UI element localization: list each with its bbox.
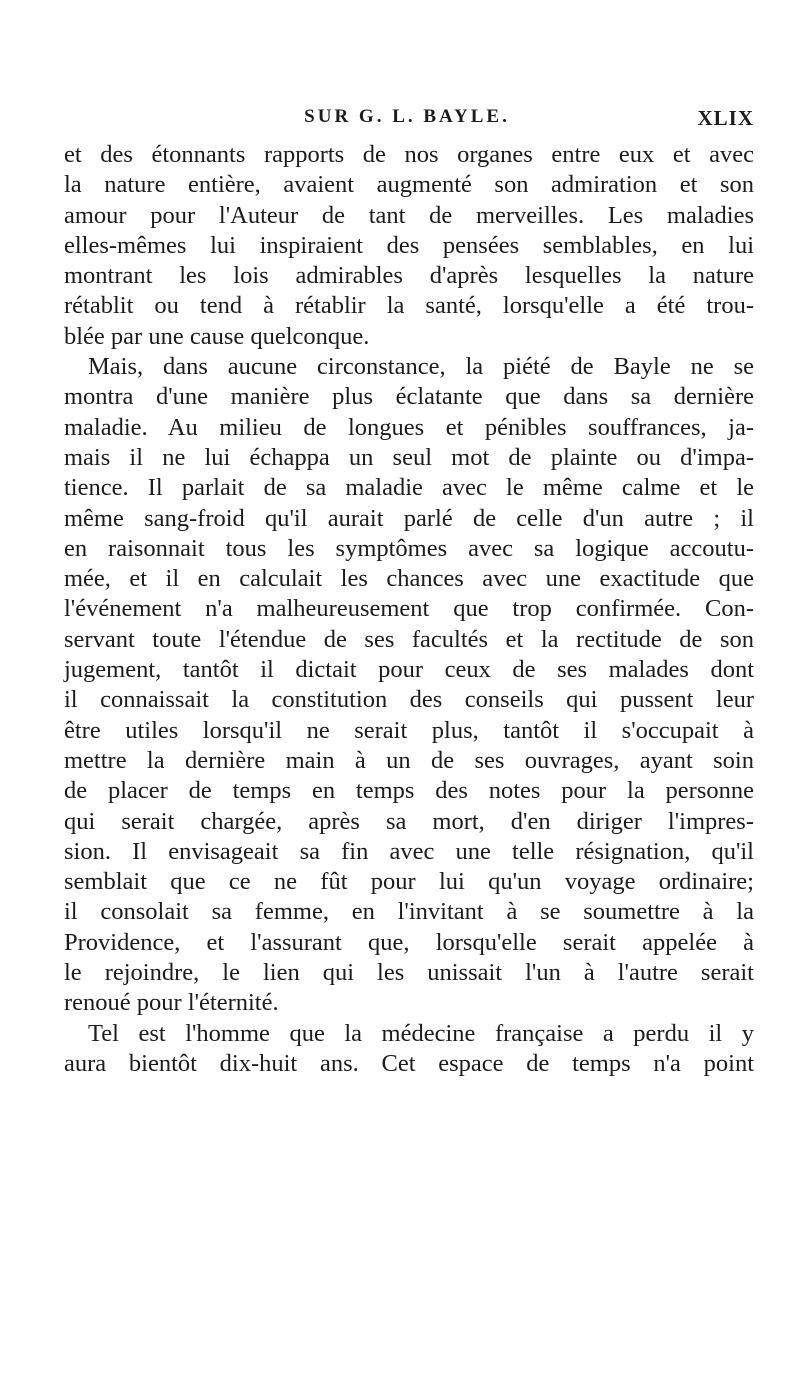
text-line: le rejoindre, le lien qui les unissait l'un à l'autre serait [64,959,754,987]
text-line: elles-mêmes lui inspiraient des pensées semblables, en lui [64,231,754,259]
text-line: mais il ne lui échappa un seul mot de plainte ou d'impa- [64,443,754,471]
text-line: Tel est l'homme que la médecine française a perdu il y [88,1019,754,1047]
text-line: et des étonnants rapports de nos organes entre eux et avec [64,141,754,168]
text-line: Providence, et l'assurant que, lorsqu'elle serait appelée à [64,928,754,956]
text-line: en raisonnait tous les symptômes avec sa logique accoutu- [64,534,754,562]
text-line: de placer de temps en temps des notes pour la personne [64,777,754,805]
text-line: l'événement n'a malheureusement que trop confirmée. Con- [64,595,754,623]
body-text [64,140,754,1079]
text-line: montra d'une manière plus éclatante que dans sa dernière [64,383,754,411]
text-line: semblait que ce ne fût pour lui qu'un voyage ordinaire; [64,868,754,896]
text-line: sion. Il envisageait sa fin avec une telle résignation, qu'il [64,837,754,865]
text-line: amour pour l'Auteur de tant de merveilles. Les maladies [64,201,754,229]
text-line: montrant les lois admirables d'après lesquelles la nature [64,262,754,290]
text-line: la nature entière, avaient augmenté son admiration et son [64,171,754,199]
text-line: même sang-froid qu'il aurait parlé de celle d'un autre ; il [64,504,754,532]
running-title: SUR G. L. BAYLE. [304,106,510,127]
text-line: être utiles lorsqu'il ne serait plus, tantôt il s'occupait à [64,716,754,744]
text-line: jugement, tantôt il dictait pour ceux de ses malades dont [64,656,754,684]
text-line: mettre la dernière main à un de ses ouvrages, ayant soin [64,746,754,774]
running-head [60,106,754,136]
text-line: qui serait chargée, après sa mort, d'en diriger l'impres- [64,807,754,835]
text-line: rétablit ou tend à rétablir la santé, lorsqu'elle a été trou- [64,292,754,320]
text-line: aura bientôt dix-huit ans. Cet espace de temps n'a point [64,1049,754,1077]
text-line: servant toute l'étendue de ses facultés et la rectitude de son [64,625,754,653]
text-line: Mais, dans aucune circonstance, la piété de Bayle ne se [88,353,754,381]
text-line: tience. Il parlait de sa maladie avec le même calme et le [64,474,754,502]
text-line: il consolait sa femme, en l'invitant à se soumettre à la [64,898,754,926]
text-line: blée par une cause quelconque. [64,322,370,350]
text-line: renoué pour l'éternité. [64,989,279,1017]
text-line: maladie. Au milieu de longues et pénibles souffrances, ja- [64,413,754,441]
text-line: il connaissait la constitution des conseils qui pussent leur [64,686,754,714]
text-line: mée, et il en calculait les chances avec une exactitude que [64,565,754,593]
page-number: XLIX [697,106,754,130]
